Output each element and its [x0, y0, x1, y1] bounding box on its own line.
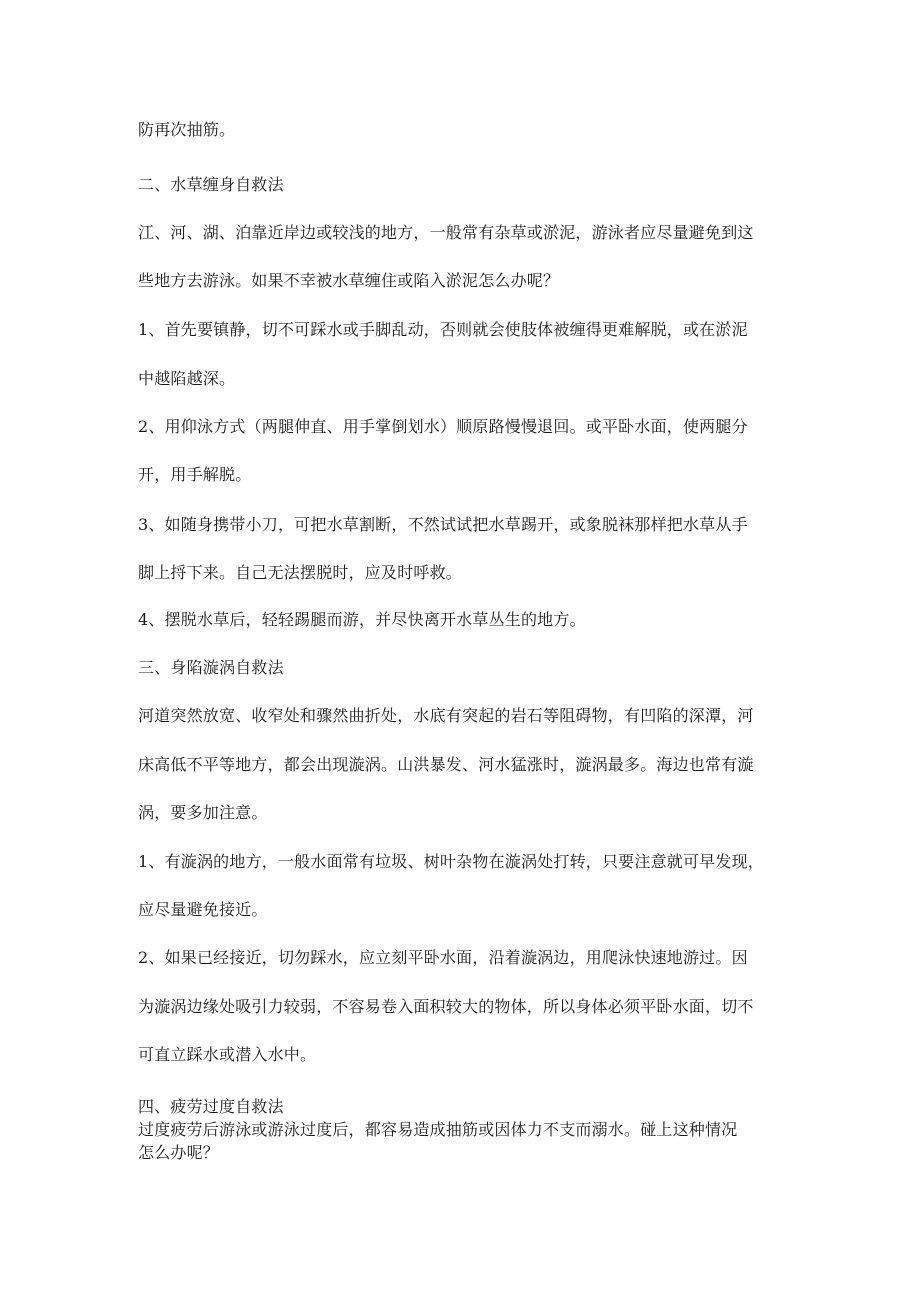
text-line: 涡，要多加注意。: [138, 803, 268, 822]
text-line: 1、有漩涡的地方，一般水面常有垃圾、树叶杂物在漩涡处打转，只要注意就可早发现，: [138, 852, 764, 871]
text-line: 床高低不平等地方，都会出现漩涡。山洪暴发、河水猛涨时，漩涡最多。海边也常有漩: [138, 755, 754, 774]
text-line: 防再次抽筋。: [138, 120, 236, 139]
text-line: 可直立踩水或潜入水中。: [138, 1045, 317, 1064]
text-line: 为漩涡边缘处吸引力较弱，不容易卷入面积较大的物体，所以身体必须平卧水面，切不: [138, 997, 754, 1016]
text-line: 2、用仰泳方式（两腿伸直、用手掌倒划水）顺原路慢慢退回。或平卧水面，使两腿分: [138, 417, 748, 436]
text-line: 过度疲劳后游泳或游泳过度后，都容易造成抽筋或因体力不支而溺水。碰上这种情况: [138, 1120, 738, 1139]
text-line: 江、河、湖、泊靠近岸边或较浅的地方，一般常有杂草或淤泥，游泳者应尽量避免到这: [138, 223, 754, 242]
text-line: 应尽量避免接近。: [138, 900, 268, 919]
text-line: 脚上捋下来。自己无法摆脱时，应及时呼救。: [138, 563, 463, 582]
text-line: 3、如随身携带小刀，可把水草割断，不然试试把水草踢开，或象脱袜那样把水草从手: [138, 515, 748, 534]
text-line: 1、首先要镇静，切不可踩水或手脚乱动，否则就会使肢体被缠得更难解脱，或在淤泥: [138, 320, 748, 339]
section-heading: 三、身陷漩涡自救法: [138, 658, 284, 677]
section-heading: 四、疲劳过度自救法: [138, 1097, 284, 1116]
text-line: 4、摆脱水草后，轻轻踢腿而游，并尽快离开水草丛生的地方。: [138, 610, 586, 629]
text-line: 些地方去游泳。如果不幸被水草缠住或陷入淤泥怎么办呢？: [138, 271, 560, 290]
text-line: 开，用手解脱。: [138, 465, 252, 484]
text-line: 中越陷越深。: [138, 369, 236, 388]
text-line: 怎么办呢？: [138, 1143, 220, 1162]
text-line: 河道突然放宽、收窄处和骤然曲折处，水底有突起的岩石等阻碍物，有凹陷的深潭，河: [138, 706, 754, 725]
text-line: 2、如果已经接近，切勿踩水，应立刻平卧水面，沿着漩涡边，用爬泳快速地游过。因: [138, 948, 748, 967]
section-heading: 二、水草缠身自救法: [138, 175, 284, 194]
